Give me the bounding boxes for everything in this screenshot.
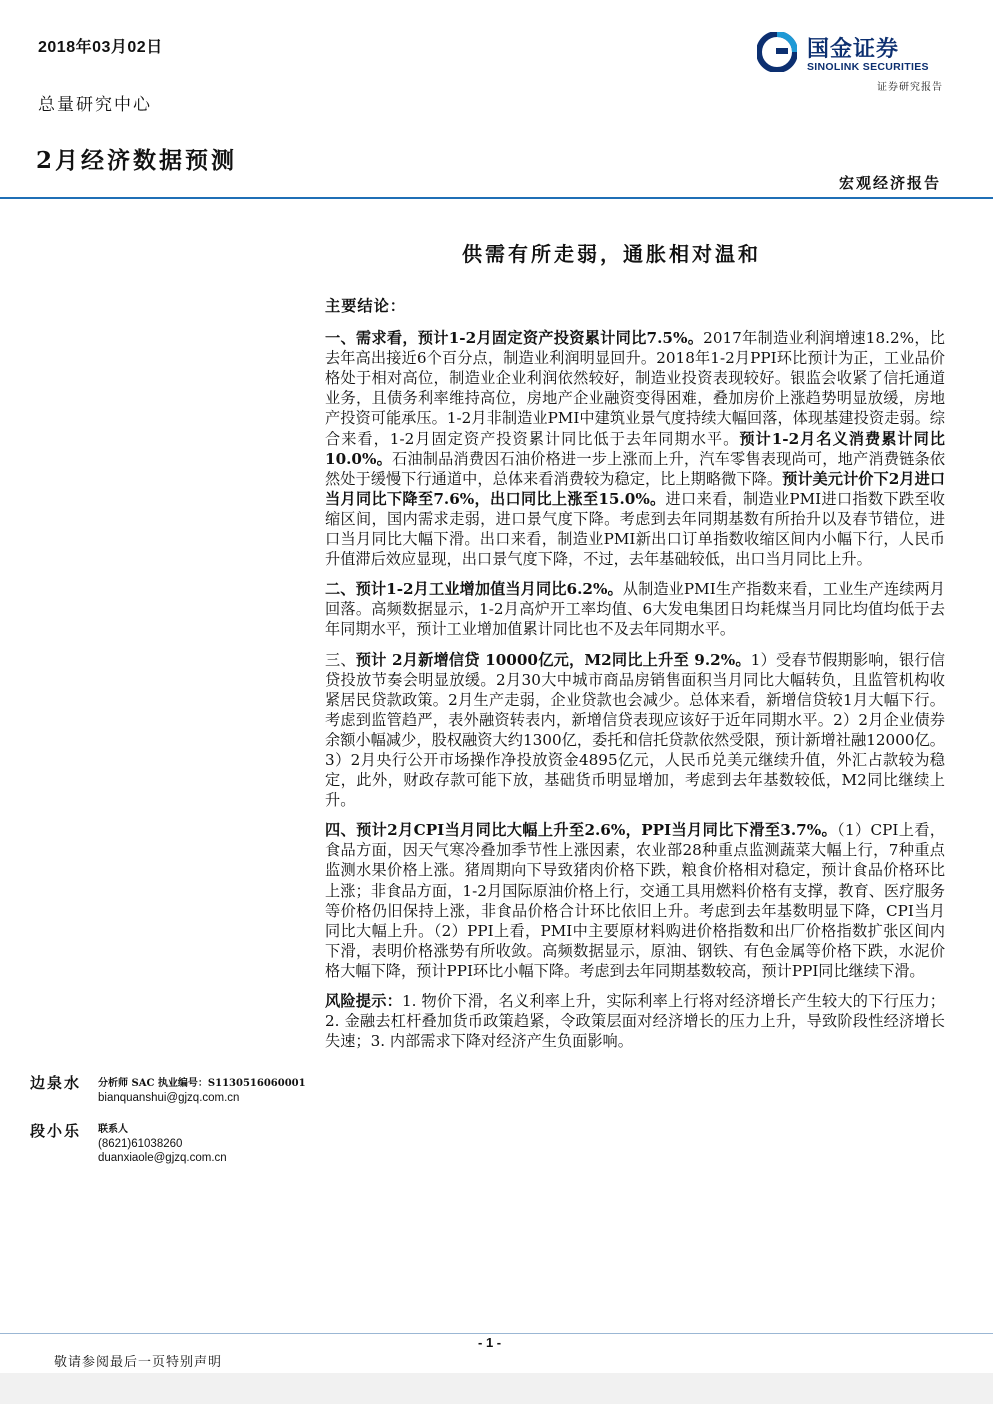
section-title: 主要结论：: [325, 297, 406, 315]
bottom-bar: [0, 1373, 993, 1404]
report-title: 2月经济数据预测: [36, 147, 238, 174]
paragraph-inflation: 四、预计2月CPI当月同比大幅上升至2.6%，PPI当月同比下滑至3.7%。（1）CPI上看，食品方面，因天气寒冷叠加季节性上涨因素，农业部28种重点监测蔬菜大幅上行，7种重点监测水果价格上涨。猪周期向下导致猪肉价格下跌，粮食价格相对稳定，预计食品价格环比上涨；非食品方面，1-2月国际原油价格上行，交通工具用燃料价格有支撑，教育、医疗服务等价格仍旧保持上涨，非食品价格合计环比依旧上升。考虑到去年基数明显下降，CPI当月同比大幅上升。（2）PPI上看，PMI中主要原材料购进价格指数和出厂价格指数扩张区间内下滑，表明价格涨势有所收敛。高频数据显示，原油、钢铁、有色金属等价格下跌，水泥价格大幅下降，预计PPI环比小幅下降。考虑到去年同期基数较高，预计PPI同比继续下滑。: [325, 821, 945, 980]
author-email[interactable]: duanxiaole@gjzq.com.cn: [98, 1152, 227, 1164]
author-info: [98, 1123, 227, 1165]
report-type: 宏观经济报告: [838, 174, 941, 192]
paragraph-credit: 三、预计 2月新增信贷 10000亿元，M2同比上升至 9.2%。1）受春节假期影响，银行信贷投放节奏会明显放缓。2月30大中城市商品房销售面积当月同比大幅转负，且监管机构收紧居民贷款政策。2月生产走弱，企业贷款也会减少。总体来看，新增信贷较1月大幅下行。考虑到监管趋严，表外融资转表内，新增信贷表现应该好于近年同期水平。2）2月企业债券余额小幅减少，股权融资大约1300亿，委托和信托贷款依然受限，预计新增社融12000亿。3）2月央行公开市场操作净投放资金4895亿元，人民币兑美元继续升值，外汇占款较为稳定，此外，财政存款可能下放，基础货币明显增加，考虑到去年基数较低，M2同比继续上升。: [325, 650, 945, 810]
author-email[interactable]: bianquanshui@gjzq.com.cn: [98, 1092, 240, 1104]
footer-divider: [0, 1333, 993, 1334]
logo-text-en: SINOLINK SECURITIES: [807, 61, 929, 73]
page-number: - 1 -: [478, 1335, 502, 1350]
author-name: 段小乐: [30, 1122, 82, 1140]
author-role: 联系人: [98, 1124, 128, 1135]
footer-disclaimer: 敬请参阅最后一页特别声明: [54, 1355, 223, 1370]
report-date: 2018年03月02日: [38, 39, 163, 56]
author-role: 分析师 SAC 执业编号：S1130516060001: [98, 1078, 306, 1089]
department-label: 总量研究中心: [38, 95, 152, 115]
report-headline: 供需有所走弱，通胀相对温和: [462, 242, 761, 266]
header-divider: [0, 197, 993, 199]
logo-text-cn: 国金证券: [807, 37, 900, 62]
paragraph-risk: 风险提示：1. 物价下滑，名义利率上升，实际利率上行将对经济增长产生较大的下行压力；2. 金融去杠杆叠加货币政策趋紧，令政策层面对经济增长的压力上升，导致阶段性经济增长失速；3. 内部需求下降对经济产生负面影响。: [325, 992, 945, 1051]
paragraph-demand: 一、需求看，预计1-2月固定资产投资累计同比7.5%。2017年制造业利润增速18.2%，比去年高出接近6个百分点，制造业利润明显回升。2018年1-2月PPI环比预计为正，工业品价格处于相对高位，制造业企业利润依然较好，制造业投资表现较好。银监会收紧了信托通道业务，且债务利率维持高位，房地产企业融资变得困难，叠加房价上涨趋势明显放缓，房地产投资可能承压。1-2月非制造业PMI中建筑业景气度持续大幅回落，体现基建投资走弱。综合来看，1-2月固定资产投资累计同比低于去年同期水平。预计1-2月名义消费累计同比10.0%。石油制品消费因石油价格进一步上涨而上升，汽车零售表现尚可，地产消费链条依然处于缓慢下行通道中，总体来看消费较为稳定，比上期略微下降。预计美元计价下2月进口当月同比下降至7.6%，出口同比上涨至15.0%。进口来看，制造业PMI进口指数下跌至收缩区间，国内需求走弱，进口景气度下降。考虑到去年同期基数有所抬升以及春节错位，进口当月同比大幅下滑。出口来看，制造业PMI新出口订单指数收缩区间内小幅下行，人民币升值滞后效应显现，出口景气度下降，不过，去年基础较低，出口当月同比上升。: [325, 329, 946, 569]
main-conclusions: [325, 296, 945, 1061]
series-label: 证券研究报告: [877, 82, 943, 93]
author-info: [98, 1077, 306, 1105]
sinolink-logo-icon: [757, 32, 797, 72]
author-phone: (8621)61038260: [98, 1138, 183, 1150]
paragraph-industry: 二、预计1-2月工业增加值当月同比6.2%。从制造业PMI生产指数来看，工业生产连续两月回落。高频数据显示，1-2月高炉开工率均值、6大发电集团日均耗煤当月同比均值均低于去年同期水平，预计工业增加值累计同比也不及去年同期水平。: [325, 580, 945, 639]
author-name: 边泉水: [30, 1074, 82, 1092]
